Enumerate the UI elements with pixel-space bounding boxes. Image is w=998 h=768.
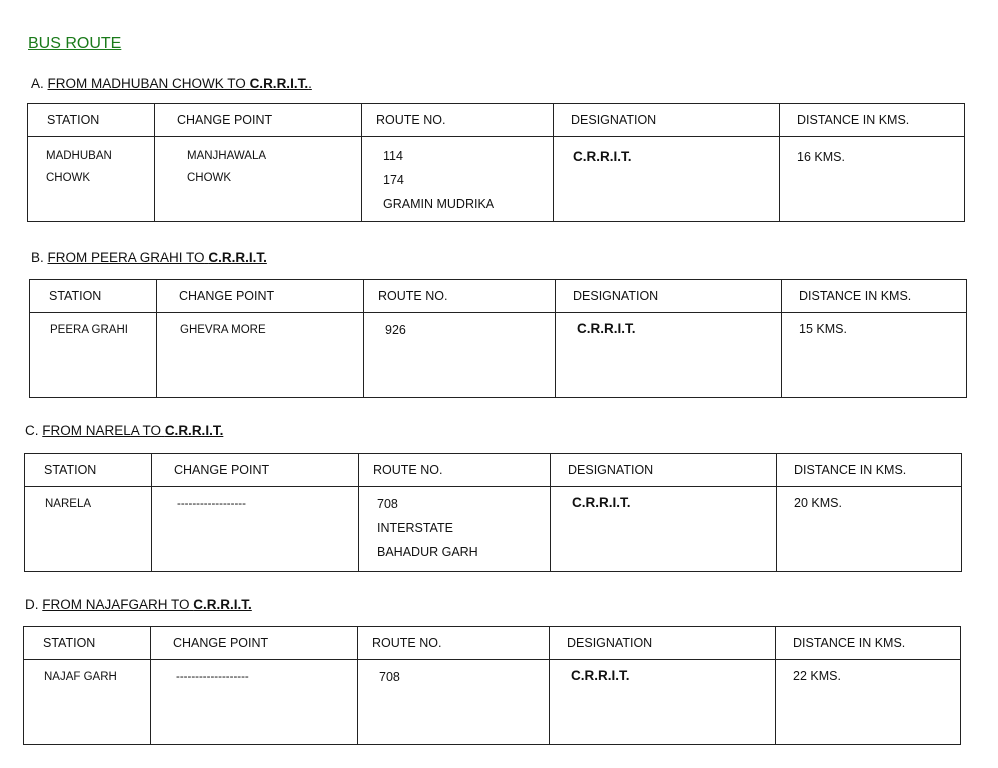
section-label: B.: [31, 250, 44, 265]
header-distance: DISTANCE IN KMS.: [799, 289, 912, 303]
change-point-cell: GHEVRA MORE: [180, 324, 266, 336]
table-row: [24, 660, 961, 745]
section-destination: C.R.R.I.T.: [208, 250, 267, 265]
header-distance: DISTANCE IN KMS.: [793, 636, 906, 650]
header-designation: DESIGNATION: [567, 636, 653, 650]
designation-cell: C.R.R.I.T.: [571, 668, 630, 683]
header-station: STATION: [49, 289, 102, 303]
header-station: STATION: [47, 113, 100, 127]
header-station: STATION: [43, 636, 96, 650]
distance-cell: 15 KMS.: [799, 322, 847, 336]
section-destination: C.R.R.I.T.: [249, 76, 309, 91]
section-label: A.: [31, 76, 44, 91]
distance-cell: 22 KMS.: [793, 669, 841, 683]
header-change-point: CHANGE POINT: [174, 463, 270, 477]
section-trailing: .: [308, 76, 312, 91]
route-cell: 708: [379, 670, 400, 684]
distance-cell: 20 KMS.: [794, 496, 842, 510]
station-cell: NARELA: [45, 498, 92, 510]
header-designation: DESIGNATION: [568, 463, 654, 477]
header-station: STATION: [44, 463, 97, 477]
route-cell: 926: [385, 323, 406, 337]
section-from: FROM NARELA TO: [42, 423, 162, 438]
section-heading: [25, 597, 252, 612]
section-destination: C.R.R.I.T.: [193, 597, 252, 612]
change-point-cell: ------------------: [177, 498, 246, 510]
header-distance: DISTANCE IN KMS.: [797, 113, 910, 127]
header-route-no: ROUTE NO.: [373, 463, 443, 477]
designation-cell: C.R.R.I.T.: [577, 321, 636, 336]
header-route-no: ROUTE NO.: [376, 113, 446, 127]
designation-cell: C.R.R.I.T.: [573, 149, 632, 164]
header-designation: DESIGNATION: [571, 113, 657, 127]
station-cell: PEERA GRAHI: [50, 324, 128, 336]
station-cell: MADHUBAN CHOWK: [46, 150, 112, 184]
distance-cell: 16 KMS.: [797, 150, 845, 164]
section-from: FROM NAJAFGARH TO: [42, 597, 190, 612]
header-change-point: CHANGE POINT: [177, 113, 273, 127]
header-designation: DESIGNATION: [573, 289, 659, 303]
station-cell: NAJAF GARH: [44, 671, 117, 683]
section-from: FROM MADHUBAN CHOWK TO: [47, 76, 246, 91]
route-table: [23, 626, 961, 745]
header-change-point: CHANGE POINT: [179, 289, 275, 303]
designation-cell: C.R.R.I.T.: [572, 495, 631, 510]
table-header-row: [24, 627, 961, 660]
header-change-point: CHANGE POINT: [173, 636, 269, 650]
route-cell: 708 INTERSTATE BAHADUR GARH: [377, 497, 478, 559]
header-distance: DISTANCE IN KMS.: [794, 463, 907, 477]
route-cell: 114 174 GRAMIN MUDRIKA: [383, 149, 495, 211]
header-route-no: ROUTE NO.: [378, 289, 448, 303]
change-point-cell: MANJHAWALA CHOWK: [187, 150, 267, 184]
page-title: BUS ROUTE: [28, 35, 122, 52]
header-route-no: ROUTE NO.: [372, 636, 442, 650]
section-from: FROM PEERA GRAHI TO: [47, 250, 205, 265]
change-point-cell: -------------------: [176, 671, 249, 683]
section-destination: C.R.R.I.T.: [164, 423, 224, 438]
section-label: D.: [25, 597, 39, 612]
section-label: C.: [25, 423, 39, 438]
